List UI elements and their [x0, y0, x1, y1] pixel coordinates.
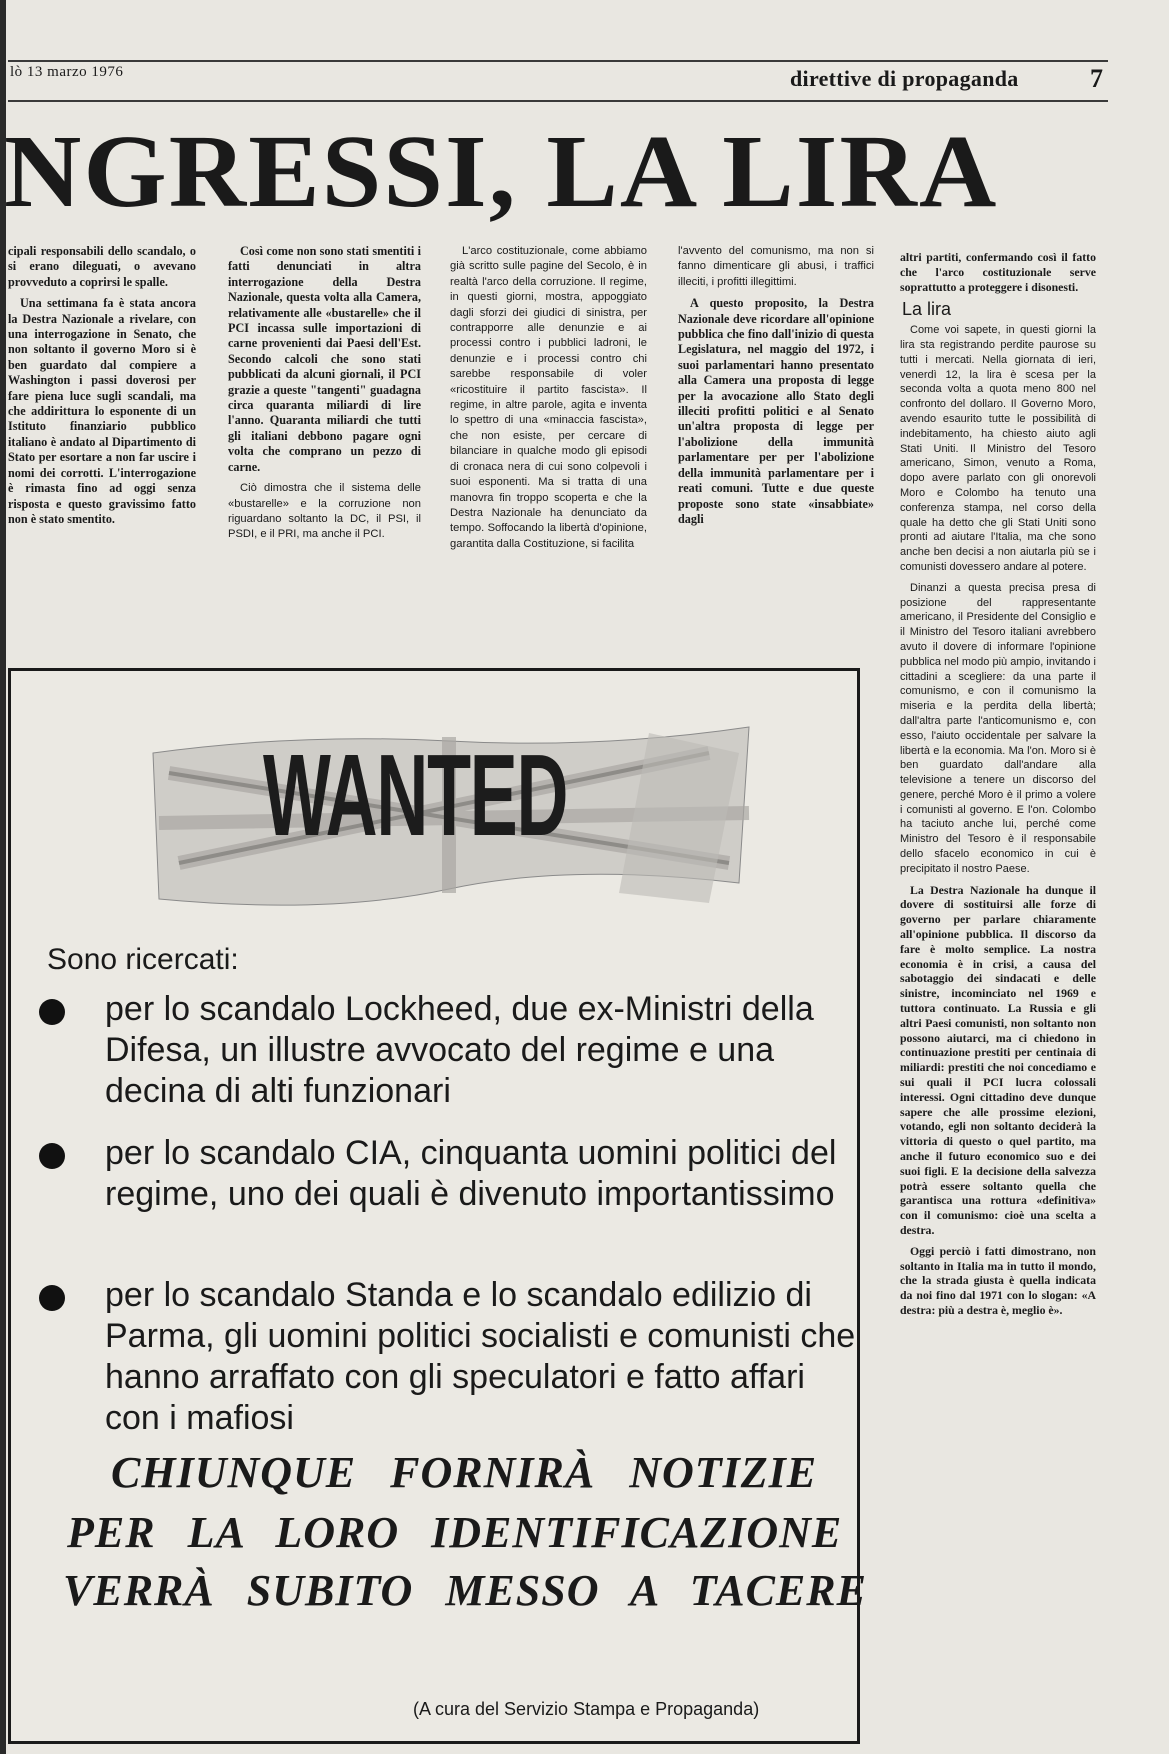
- wanted-item-text: per lo scandalo CIA, cinquanta uomini politici del regime, uno dei quali è divenuto importantissimo: [105, 1134, 837, 1213]
- header-rule-top: [8, 60, 1108, 62]
- slogan-line-1: CHIUNQUE FORNIRÀ NOTIZIE: [111, 1448, 818, 1497]
- paragraph: La Destra Nazionale ha dunque il dovere di sostituirsi alle forze di governo per parlare chiaramente all'opinione pubblica. Il discorso da fare è molto semplice. La nostra economia è in crisi, a causa del sabotaggio dei sindacati e delle sinistre, incominciato nel 1969 e tuttora continuato. La Russia e gli altri Paesi comunisti, non soltanto non possono aiutarci, ma ci chiedono in continuazione prestiti per centinaia di miliardi: prestiti che noi concediamo e sui quali il PCI lucra colossali interessi. Ogni cittadino deve dunque sapere che alle prossime elezioni, votando, egli non soltanto deciderà la vittoria di questo o quel partito, ma anche il futuro economico suo e dei suoi figli. E la decisione della salvezza potrà essere soltanto quella che garantisca una rottura «definitiva» con il comunismo: cioè una scelta a destra.: [900, 882, 1096, 1237]
- header-page-number: 7: [1090, 64, 1103, 93]
- paragraph: Così come non sono stati smentiti i fatti denunciati in altra interrogazione della Destra Nazionale, questa volta alla Camera, relativamente alle «bustarelle» che il PCI incassa sulle importazioni di carne provenienti dai Paesi dell'Est. Secondo calcoli che sono stati pubblicati da alcuni giornali, il PCI grazie a queste "tangenti" guadagna circa quaranta miliardi di lire l'anno. Quaranta miliardi che tutti gli italiani debbono pagare ogni volta che comprano un pezzo di carne.: [228, 244, 421, 474]
- header-date: lò 13 marzo 1976: [10, 64, 124, 80]
- bullet-icon: [39, 1143, 65, 1169]
- paragraph: A questo proposito, la Destra Nazionale deve ricordare all'opinione pubblica che fino dall'inizio di questa Legislatura, nel maggio del 1972, i suoi parlamentari hanno presentato alla Camera una proposta di legge per la avocazione allo Stato degli illeciti profitti politici e al Senato un'altra proposta di legge per l'abolizione della immunità parlamentare per per l'abolizione della immunità parlamentare per i reati comuni. Tutte e due queste proposte sono state «insabbiate» dagli: [678, 296, 874, 526]
- paragraph: altri partiti, confermando così il fatto che l'arco costituzionale serve soprattutto a proteggere i disonesti.: [900, 250, 1096, 294]
- ad-credit: (A cura del Servizio Stampa e Propaganda): [413, 1699, 760, 1719]
- page-edge: [0, 0, 6, 1754]
- article-column-3: [450, 244, 647, 644]
- slogan-line-2: PER LA LORO IDENTIFICAZIONE: [67, 1508, 843, 1557]
- wanted-item-text: per lo scandalo Lockheed, due ex-Ministri della Difesa, un illustre avvocato del regime e una decina di alti funzionari: [105, 990, 814, 1110]
- paragraph: l'avvento del comunismo, ma non si fanno dimenticare gli abusi, i traffici illeciti, i profitti illegittimi.: [678, 245, 874, 288]
- paragraph: Come voi sapete, in questi giorni la lira sta registrando perdite paurose su tutti i mercati. Nella giornata di ieri, venerdì 12, la lira è scesa per la seconda volta a quota meno 800 nel confronto del dollaro. Il Governo Moro, avendo esaurito tutte le possibilità di indebitamento, ha chiesto aiuto agli Stati Uniti. Il Ministro del Tesoro americano, Simon, venuto a Roma, dopo avere parlato con gli onorevoli Moro e Colombo ha tenuto una conferenza stampa, nel corso della quale ha detto che gli Stati Uniti sono pronti ad aiutare l'Italia, ma che sono anche ben decisi a non aiutarla più se i comunisti dovessero andare al potere.: [900, 324, 1096, 573]
- header-section: direttive di propaganda: [790, 66, 1019, 91]
- bullet-icon: [39, 1285, 65, 1311]
- headline: NGRESSI, LA LIRA: [4, 114, 999, 229]
- article-column-1: [8, 244, 196, 644]
- sought-label: Sono ricercati:: [47, 943, 239, 976]
- article-column-4: [678, 244, 874, 644]
- paragraph: Una settimana fa è stata ancora la Destra Nazionale a rivelare, con una interrogazione in Senato, che non soltanto il governo Moro si è ben guardato dal compiere a Washington i passi doverosi per fare piena luce sugli scandali, ma che addirittura lo esponente di un Istituto finanziario pubblico italiano è andato al Dipartimento di Stato per esortare a non far uscire i nomi dei corrotti. L'interrogazione è rimasta fino ad oggi senza risposta e questo gravissimo fatto non è stato smentito.: [8, 296, 196, 526]
- wanted-advertisement: [8, 668, 867, 1744]
- slogan-line-3: VERRÀ SUBITO MESSO A TACERE: [63, 1566, 867, 1615]
- paragraph: Ciò dimostra che il sistema delle «bustarelle» e la corruzione non riguardano soltanto la DC, il PSI, il PSDI, e il PRI, ma anche il PCI.: [228, 482, 421, 541]
- bullet-icon: [39, 999, 65, 1025]
- section-heading-lira: La lira: [902, 299, 952, 320]
- paragraph: L'arco costituzionale, come abbiamo già scritto sulle pagine del Secolo, è in realtà l'arco della corruzione. Il regime, in questi giorni, mostra, appoggiato dagli sforzi dei giudici di sinistra, per contrapporre alle denunzie e ai processi contro i pubblici ladroni, le denunzie e i processi contro chi sarebbe responsabile di voler «ricostituire il partito fascista». Il regime, in altre parole, agita e inventa lo spettro di una «minaccia fascista», che non esiste, per cercare di bilanciare in qualche modo gli episodi di cronaca nera di cui sono colpevoli i suoi esponenti. Ma si tratta di una manovra fin troppo scoperta e che la Destra Nazionale ha denunciato da tempo. Soffocando la libertà d'opinione, garantita dalla Costituzione, si facilita: [450, 245, 647, 550]
- header-rule-bottom: [8, 100, 1108, 102]
- article-column-right: [900, 250, 1096, 1750]
- wanted-title: WANTED: [263, 730, 568, 860]
- paragraph: Oggi perciò i fatti dimostrano, non soltanto in Italia ma in tutto il mondo, che la strada giusta è quella indicata da noi fino dal 1971 con lo slogan: «A destra: più a destra è, meglio è».: [900, 1243, 1096, 1317]
- article-column-2: [228, 244, 421, 644]
- paragraph: Dinanzi a questa precisa presa di posizione del rappresentante americano, il Presidente del Consiglio e il Ministro del Tesoro italiani avrebbero avuto il dovere di informare l'opinione pubblica nel modo più ampio, invitando i cittadini a scegliere: da una parte il comunismo, e con il comunismo la miseria e la perdita della libertà; dall'altra parte l'anticomunismo e, con esso, l'aiuto occidentale per salvare la libertà e la economia. Ma l'on. Moro si è ben guardato dall'andare alla televisione a tenere un discorso del genere, perché Moro è il primo a volere i comunisti al governo. E l'on. Colombo ha taciuto anche lui, perché come Ministro del Tesoro è il responsabile dello sfacelo economico in cui è precipitato il nostro Paese.: [900, 581, 1096, 875]
- wanted-item-text: per lo scandalo Standa e lo scandalo edilizio di Parma, gli uomini politici socialisti e comunisti che hanno arraffato con gli speculatori e fatto affari con i mafiosi: [105, 1276, 856, 1437]
- paragraph: cipali responsabili dello scandalo, o si erano dileguati, o avevano provveduto a coprirsi le spalle.: [8, 244, 196, 289]
